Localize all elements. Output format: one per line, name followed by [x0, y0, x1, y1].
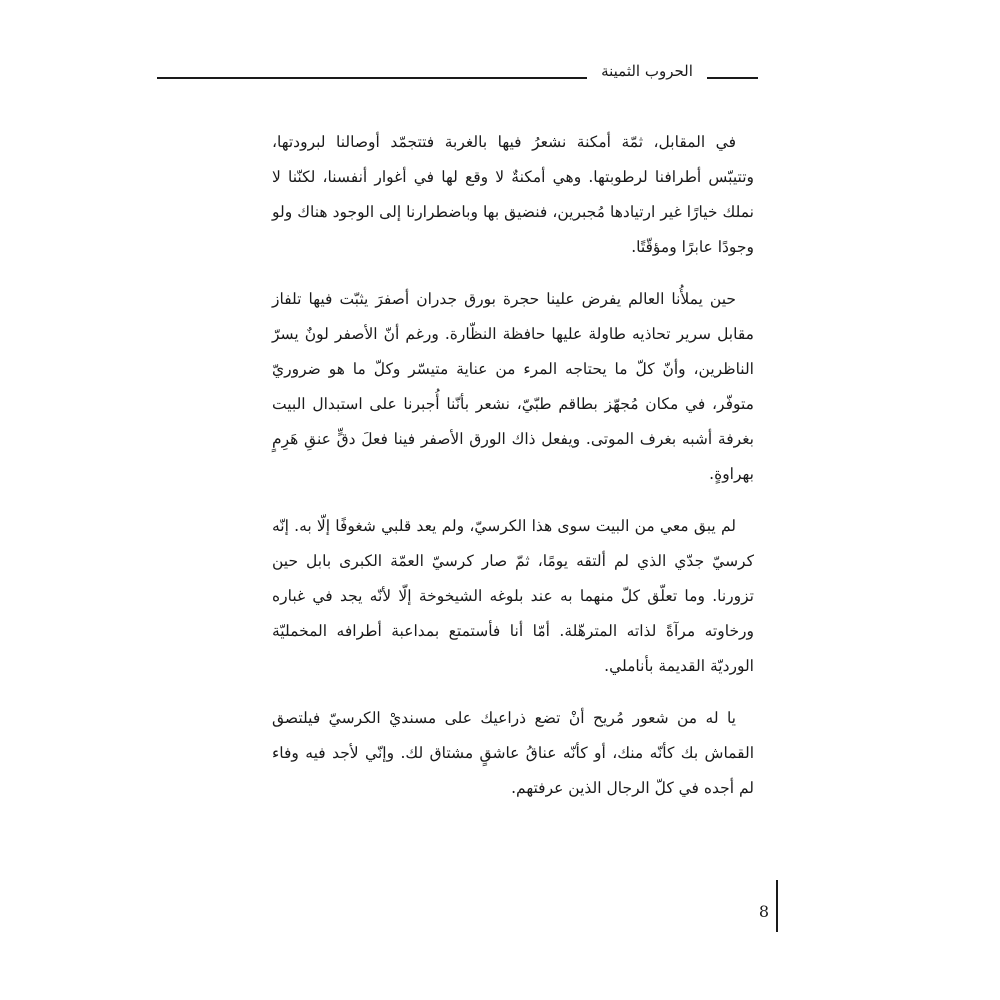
page-number: 8	[758, 902, 769, 921]
paragraph-2: حين يملأُنا العالم يفرض علينا حجرة بورق جدران أصفرَ يثبّت فيها تلفاز مقابل سرير تحاذيه طاولة عليها حافظة النظّارة. ورغم أنّ الأصفر لونٌ يسرّ الناظرين، وأنّ كلّ ما يحتاجه المرء من عناية متيسّر وكلّ ما هو ضروريّ متوفّر، في مكان مُجهّز بطاقم طبّيّ، نشعر بأنّنا أُجبرنا على استبدال البيت بغرفة أشبه بغرف الموتى. ويفعل ذاك الورق الأصفر فينا فعلَ دقٍّ عنقِ هَرِمٍ بهراوةٍ.	[272, 290, 754, 483]
header-rule-left	[157, 77, 587, 79]
body-text	[272, 125, 754, 823]
paragraph-3: لم يبق معي من البيت سوى هذا الكرسيّ، ولم يعد قلبي شغوفًا إلّا به. إنّه كرسيّ جدّي الذي لم ألتقه يومًا، ثمّ صار كرسيّ العمّة الكبرى بابل حين تزورنا. وما تعلّق كلّ منهما به عند بلوغه الشيخوخة إلّا لأنّه يجد في غباره ورخاوته مرآةً لذاته المترهّلة. أمّا أنا فأستمتع بمداعبة أطرافه المخمليّة الورديّة القديمة بأناملي.	[272, 517, 754, 675]
footer-rule	[776, 880, 778, 932]
paragraph-1: في المقابل، ثمّة أمكنة نشعرُ فيها بالغربة فتتجمّد أوصالنا لبرودتها، وتتيبّس أطرافنا لرطوبتها. وهي أمكنةٌ لا وقع لها في أغوار أنفسنا، لكنّنا لا نملك خيارًا غير ارتيادها مُجبرين، فنضيق بها وباضطرارنا إلى الوجود هناك ولو وجودًا عابرًا ومؤقّتًا.	[272, 133, 754, 256]
paragraph-4: يا له من شعور مُريح أنْ تضع ذراعيك على مسنديْ الكرسيّ فيلتصق القماش بك كأنّه منك، أو كأنّه عناقُ عاشقٍ مشتاق لك. وإنّي لأجد فيه وفاء لم أجده في كلّ الرجال الذين عرفتهم.	[272, 709, 754, 797]
running-title: الحروب الثمينة	[601, 62, 693, 80]
header-rule-right	[707, 77, 758, 79]
